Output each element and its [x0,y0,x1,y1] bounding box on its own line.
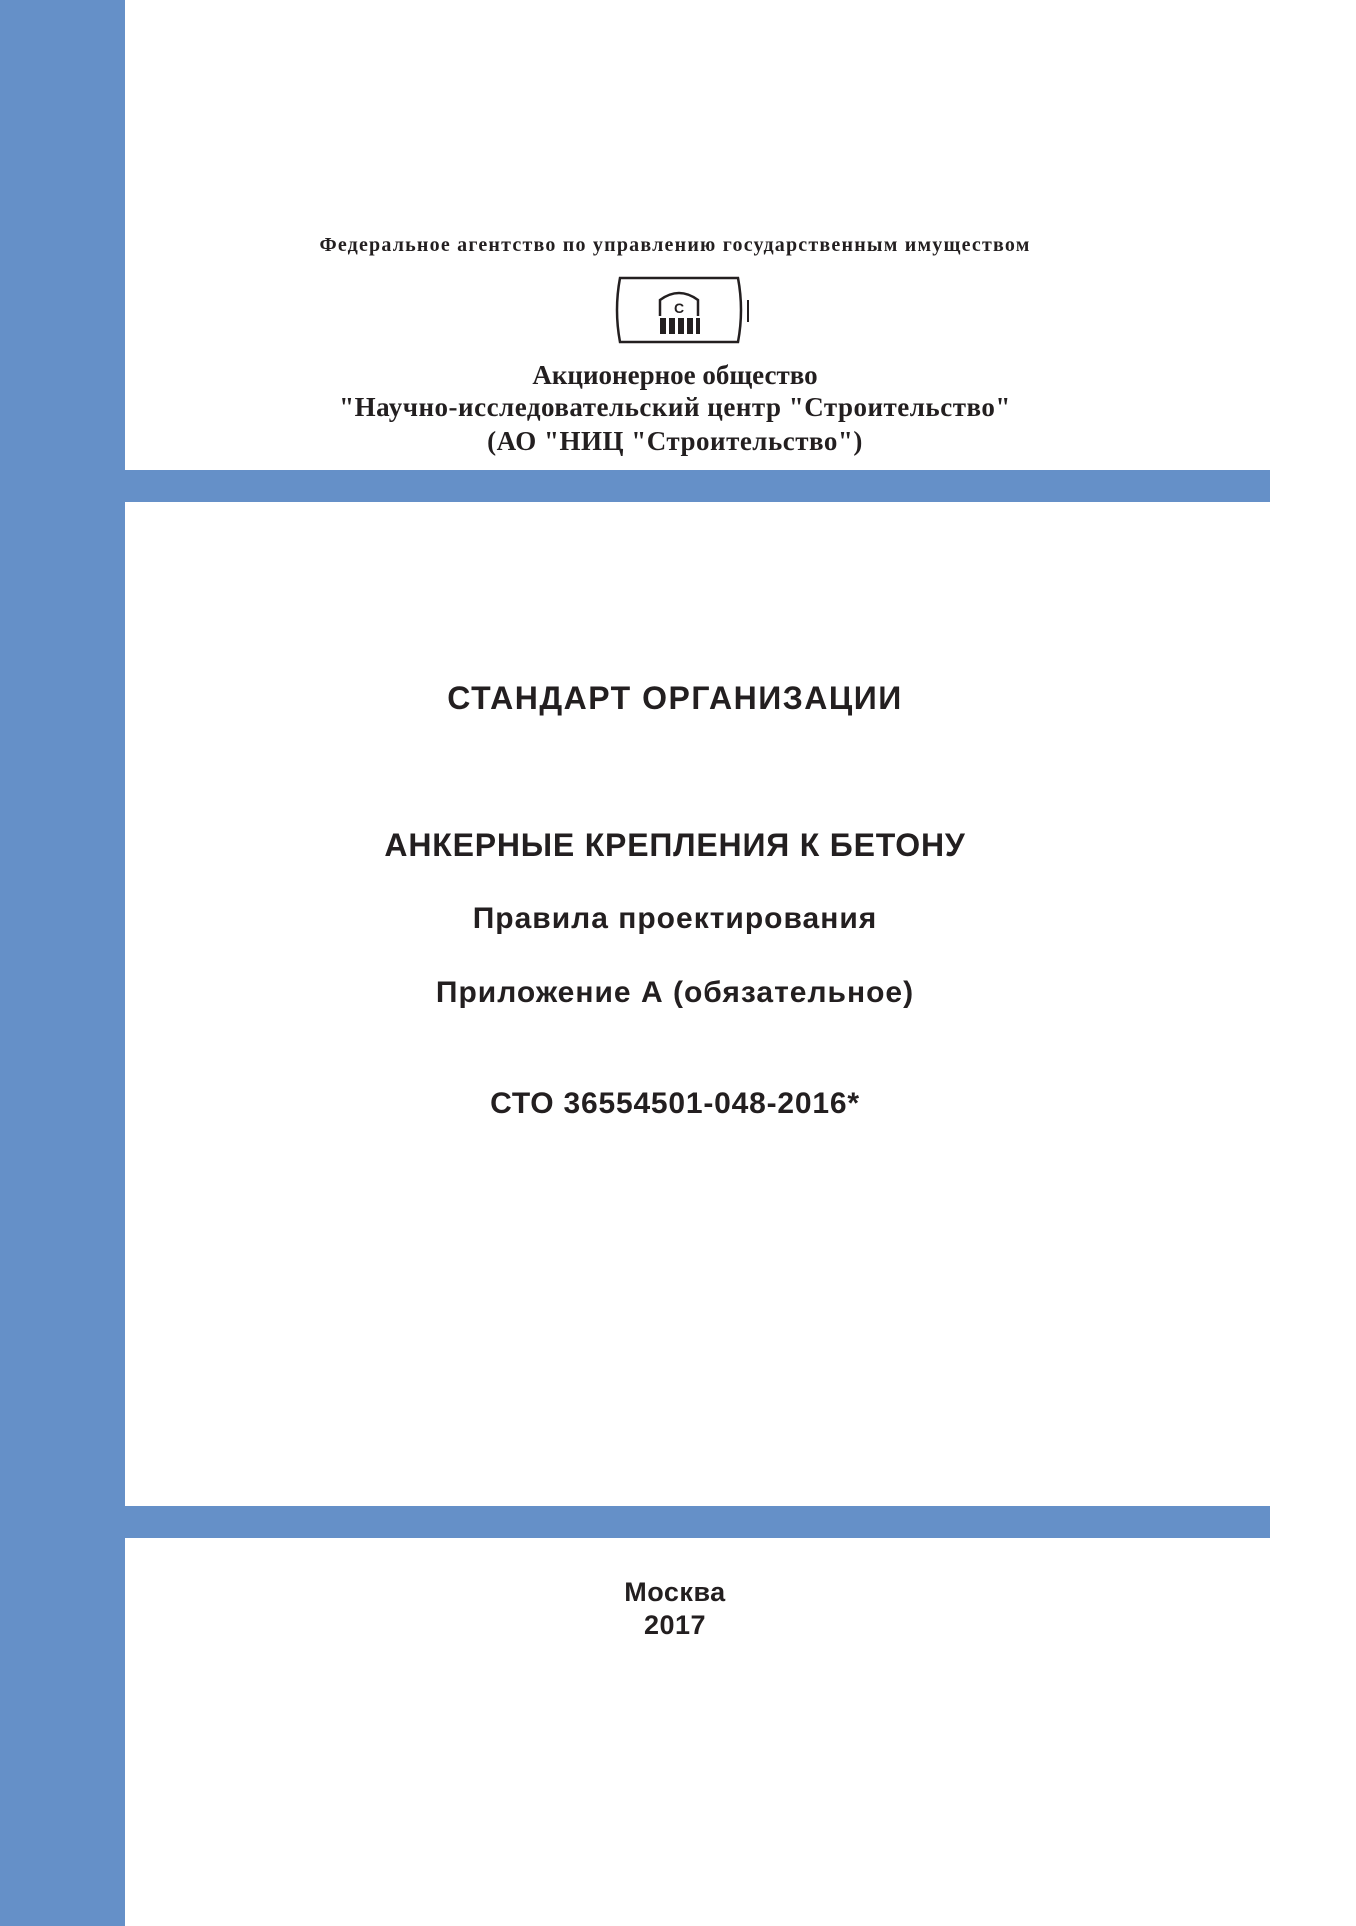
agency-name: Федеральное агентство по управлению государственным имуществом [319,234,1031,256]
bottom-divider-band [125,1506,1270,1538]
document-title: АНКЕРНЫЕ КРЕПЛЕНИЯ К БЕТОНУ [384,827,966,863]
publication-year: 2017 [643,1610,707,1640]
org-name-line3: (АО "НИЦ "Строительство") [487,426,863,456]
org-name-line2: "Научно-исследовательский центр "Строительство" [339,392,1011,422]
document-subtitle: Правила проектирования [472,902,878,935]
left-accent-bar [0,0,125,1926]
appendix-label: Приложение А (обязательное) [435,976,915,1009]
publication-city: Москва [624,1577,726,1607]
standard-label: СТАНДАРТ ОРГАНИЗАЦИИ [447,680,903,716]
org-emblem-icon [614,272,754,348]
org-name-line1: Акционерное общество [532,360,818,390]
top-divider-band [125,470,1270,502]
standard-code: СТО 36554501-048-2016* [490,1087,860,1120]
emblem-letter: С [673,300,685,316]
